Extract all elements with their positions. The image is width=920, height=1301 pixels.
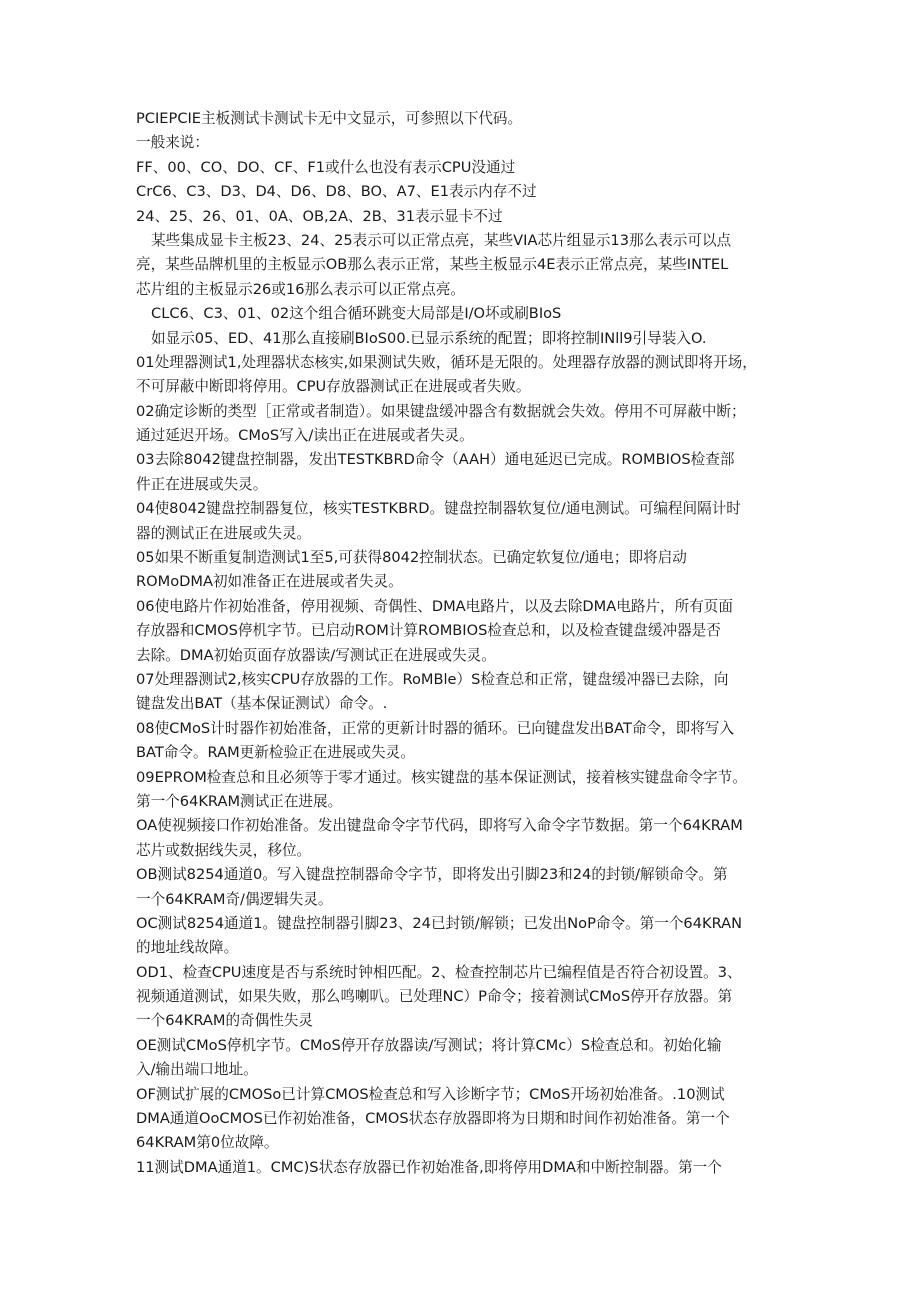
post-code-entry <box>136 448 796 497</box>
entry-line: 01处理器测试1,处理器状态核实,如果测试失败，循环是无限的。处理器存放器的测试即将开场， <box>136 353 757 371</box>
entry-line: 64KRAM第0位故障。 <box>136 1134 279 1152</box>
post-code-entry <box>136 1034 796 1083</box>
flash-bios-line: 如显示05、ED、41那么直接刷BIoS00.已显示系统的配置；即将控制INll9引导装入O. <box>151 329 707 347</box>
entry-line: OF测试扩展的CMOSo已计算CMOS检查总和写入诊断字节；CMoS开场初始准备。.10测试 <box>136 1085 725 1103</box>
entry-line: 第一个64KRAM测试正在进展。 <box>136 792 343 810</box>
post-code-entry <box>136 1156 796 1180</box>
entry-line: OD1、检查CPU速度是否与系统时钟相匹配。2、检查控制芯片已编程值是否符合初设置。3、 <box>136 963 742 981</box>
entry-line: 07处理器测试2,核实CPU存放器的工作。RoMBle）S检查总和正常，键盘缓冲器已去除，向 <box>136 670 729 688</box>
video-code-line: 24、25、26、01、0A、OB,2A、2B、31表示显卡不过 <box>136 207 503 225</box>
paragraph-line: 某些集成显卡主板23、24、25表示可以正常点亮，某些VIA芯片组显示13那么表示可以点 <box>151 231 732 249</box>
entry-line: 件正在进展或失灵。 <box>136 475 268 493</box>
post-code-entry <box>136 668 796 717</box>
entry-line: 04使8042键盘控制器复位，核实TESTKBRD。键盘控制器软复位/通电测试。可编程间隔计时 <box>136 500 741 518</box>
post-code-entry <box>136 497 796 546</box>
post-code-entry <box>136 595 796 668</box>
cpu-code-line: FF、00、CO、DO、CF、F1或什么也没有表示CPU没通过 <box>136 158 516 176</box>
entry-line: 通过延迟开场。CMoS写入/读出正在进展或者失灵。 <box>136 427 474 445</box>
entry-line: 06使电路片作初始准备，停用视频、奇偶性、DMA电路片，以及去除DMA电路片，所有页面 <box>136 597 733 615</box>
entry-line: 入/输出端口地址。 <box>136 1061 258 1079</box>
entry-line: 09EPROM检查总和且必须等于零才通过。核实键盘的基本保证测试，接着核实键盘命令字节。 <box>136 768 747 786</box>
entry-line: OB测试8254通道0。写入键盘控制器命令字节，即将发出引脚23和24的封锁/解锁命令。第 <box>136 866 728 884</box>
post-code-entry <box>136 814 796 863</box>
entry-line: 不可屏蔽中断即将停用。CPU存放器测试正在进展或者失败。 <box>136 378 531 396</box>
entry-line: 芯片或数据线失灵，移位。 <box>136 841 312 859</box>
intro-line: 一般来说： <box>136 134 209 152</box>
post-code-entry <box>136 400 796 449</box>
document-body <box>136 107 796 1180</box>
post-code-entry <box>136 766 796 815</box>
entry-line: 键盘发出BAT（基本保证测试）命令。. <box>136 695 388 713</box>
paragraph-line: 芯片组的主板显示26或16那么表示可以正常点亮。 <box>136 280 466 298</box>
post-code-entry <box>136 961 796 1034</box>
post-code-entry <box>136 546 796 595</box>
entry-line: ROMoDMA初如准备正在进展或者失灵。 <box>136 573 403 591</box>
entry-line: 03去除8042键盘控制器，发出TESTKBRD命令（AAH）通电延迟已完成。ROMBIOS检查部 <box>136 451 735 469</box>
post-code-entry <box>136 863 796 912</box>
entry-line: OE测试CMoS停机字节。CMoS停开存放器读/写测试；将计算CMc）S检查总和。初始化输 <box>136 1036 722 1054</box>
entry-line: OA使视频接口作初始准备。发出键盘命令字节代码，即将写入命令字节数据。第一个64KRAM <box>136 817 743 835</box>
post-code-entry <box>136 717 796 766</box>
post-code-list <box>136 351 796 1180</box>
post-code-entry <box>136 351 796 400</box>
entry-line: 视频通道测试，如果失败，那么鸣喇叭。已处理NC）P命令；接着测试CMoS停开存放器。第 <box>136 988 733 1006</box>
post-code-entry <box>136 912 796 961</box>
entry-line: DMA通道OoCMOS已作初始准备，CMOS状态存放器即将为日期和时间作初始准备。第一个 <box>136 1110 730 1128</box>
bios-loop-line: CLC6、C3、01、02这个组合循环跳变大局部是I/O坏或刷BIoS <box>151 305 562 323</box>
entry-line: 一个64KRAM的奇偶性失灵 <box>136 1012 314 1030</box>
entry-line: 05如果不断重复制造测试1至5,可获得8042控制状态。已确定软复位/通电；即将启动 <box>136 549 687 567</box>
entry-line: 的地址线故障。 <box>136 939 239 957</box>
entry-line: 存放器和CMOS停机字节。已启动ROM计算ROMBIOS检查总和，以及检查键盘缓冲器是否 <box>136 622 721 640</box>
entry-line: BAT命令。RAM更新检验正在进展或失灵。 <box>136 744 415 762</box>
entry-line: 器的测试正在进展或失灵。 <box>136 524 312 542</box>
entry-line: 08使CMoS计时器作初始准备，正常的更新计时器的循环。已向键盘发出BAT命令，即将写入 <box>136 719 735 737</box>
integrated-video-paragraph <box>136 229 796 302</box>
entry-line: 02确定诊断的类型［正常或者制造）。如果键盘缓冲器含有数据就会失效。停用不可屏蔽中断； <box>136 402 746 420</box>
entry-line: 一个64KRAM奇/偶逻辑失灵。 <box>136 890 333 908</box>
entry-line: 去除。DMA初始页面存放器读/写测试正在进展或失灵。 <box>136 646 496 664</box>
paragraph-line: 亮，某些品牌机里的主板显示OB那么表示正常，某些主板显示4E表示正常点亮，某些INTEL <box>136 256 729 274</box>
post-code-entry <box>136 1083 796 1156</box>
entry-line: 11测试DMA通道1。CMC)S状态存放器已作初始准备,即将停用DMA和中断控制器。第一个 <box>136 1158 722 1176</box>
memory-code-line: CrC6、C3、D3、D4、D6、D8、BO、A7、E1表示内存不过 <box>136 183 537 201</box>
doc-title-line: PCIEPCIE主板测试卡测试卡无中文显示，可参照以下代码。 <box>136 110 523 127</box>
entry-line: OC测试8254通道1。键盘控制器引脚23、24已封锁/解锁；已发出NoP命令。第一个64KRAN <box>136 914 743 932</box>
